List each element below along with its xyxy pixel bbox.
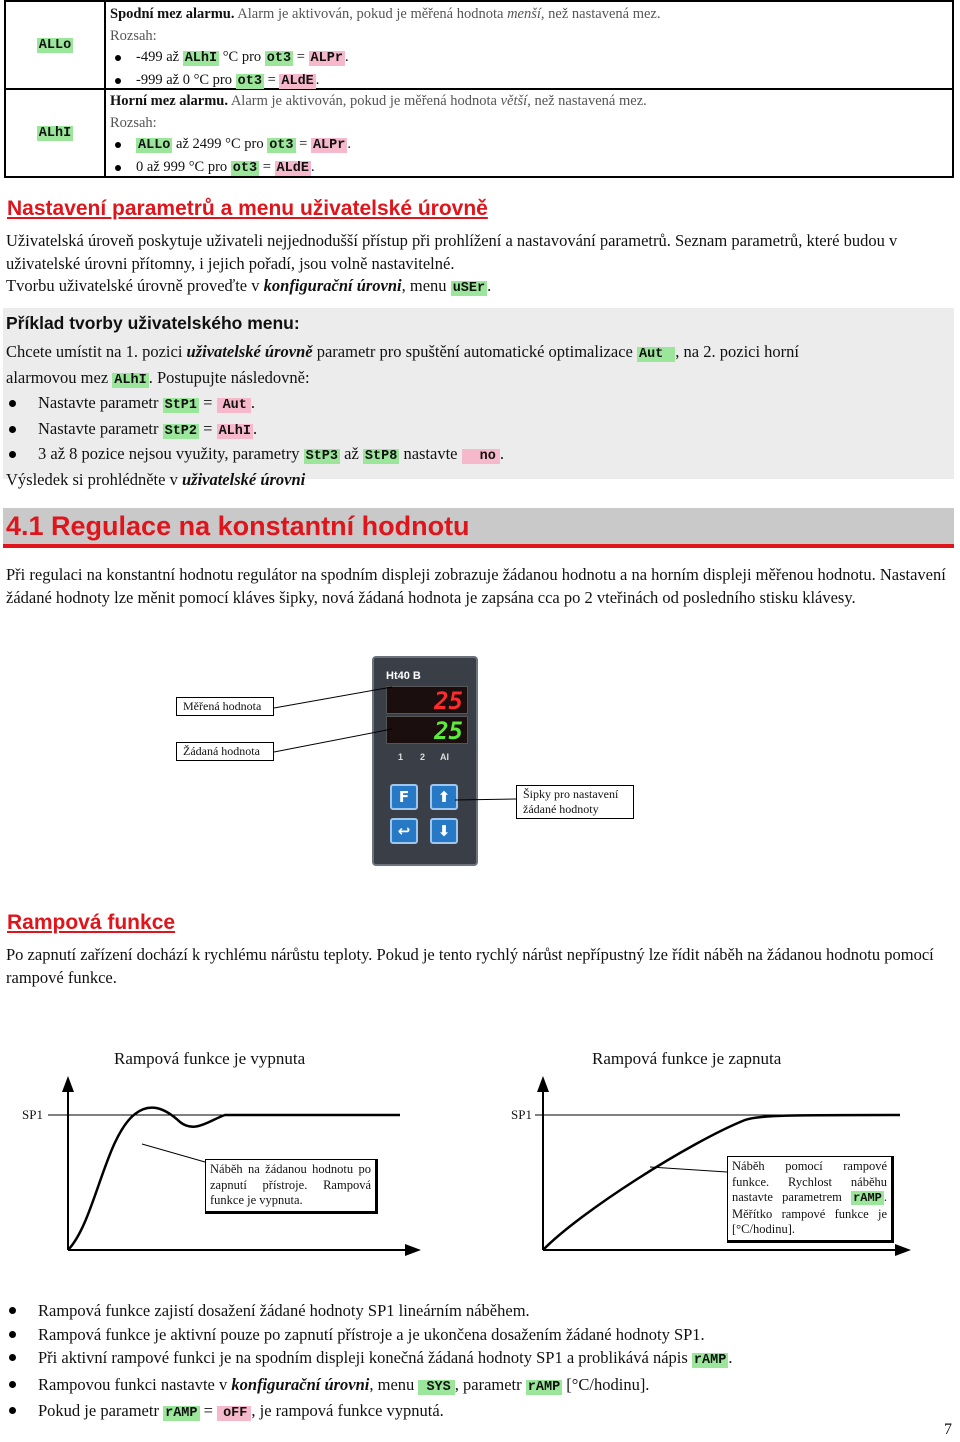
chart-right-sp1-label: SP1 (511, 1107, 532, 1122)
row-desc-pre: Alarm je aktivován, pokud je měřená hodnota (234, 6, 508, 22)
parameter-description (110, 91, 948, 179)
table-row (6, 90, 952, 176)
user-menu-heading: Nastavení parametrů a menu uživatelské úrovně (7, 197, 488, 220)
example-step: Nastavte parametr StP2 = ALhI . (6, 418, 946, 444)
bottom-display-value: 25 (434, 717, 463, 745)
example-step: 3 až 8 pozice nejsou využity, parametry StP3 až StP8 nastavte no . (6, 443, 946, 469)
row-desc-em: větší (500, 93, 528, 109)
user-menu-config-line: Tvorbu uživatelské úrovně proveďte v konfigurační úrovni, menu uSEr . (6, 276, 492, 296)
chart-left-title: Rampová funkce je vypnuta (114, 1049, 306, 1068)
chart-right-title: Rampová funkce je zapnuta (592, 1049, 782, 1068)
row-title: Horní mez alarmu. (110, 93, 228, 109)
indicator-ai: AI (440, 752, 449, 762)
table-row (6, 2, 952, 90)
range-item: ALLo až 2499 °C pro ot3 = ALPr . (110, 134, 948, 157)
range-label: Rozsah: (110, 27, 157, 44)
parameter-code: ALhI (38, 125, 72, 141)
callout-setpoint: Žádaná hodnota (176, 742, 274, 761)
list-item: Rampová funkce zajistí dosažení žádané hodnoty SP1 lineárním náběhem. (6, 1299, 950, 1323)
chart-right-note: Náběh pomocí rampové funkce. Rychlost náběhu nastavte parametrem rAMP . Měřítko rampové funkce je [°C/hodinu]. (727, 1156, 894, 1243)
chart-left-sp1-label: SP1 (22, 1107, 43, 1122)
range-item: -499 až ALhI °C pro ot3 = ALPr . (110, 47, 948, 70)
range-item: 0 až 999 °C pro ot3 = ALdE . (110, 157, 948, 180)
parameter-code-cell (6, 90, 106, 176)
section-heading: 4.1 Regulace na konstantní hodnotu (6, 511, 470, 541)
parameter-code: ALLo (38, 37, 72, 53)
example-step: Nastavte parametr StP1 = Aut . (6, 392, 946, 418)
callout-arrow-keys: Šipky pro nastavení žádané hodnoty (516, 785, 634, 819)
row-desc-post: , než nastavená mez. (527, 93, 647, 109)
callout-measured-value: Měřená hodnota (176, 697, 274, 716)
top-display-value: 25 (434, 687, 463, 715)
indicator-2: 2 (420, 752, 426, 762)
parameter-description (110, 4, 948, 92)
list-item: Rampová funkce je aktivní pouze po zapnutí přístroje a je ukončena dosažením žádané hodnoty SP1. (6, 1323, 950, 1347)
row-desc-em: menší (507, 6, 541, 22)
device-callout-lines (0, 640, 960, 870)
page-number: 7 (944, 1421, 952, 1438)
user-menu-paragraph (6, 230, 950, 301)
range-item: -999 až 0 °C pro ot3 = ALdE . (110, 70, 948, 93)
example-text: Chcete umístit na 1. pozici uživatelské úrovně parametr pro spuštění automatické optimalizace Aut , na 2. pozici horní alarmovou mez ALhI . Postupujte následovně: Nastavte parametr StP1 = Aut . Nastavte parametr StP2 = ALhI . 3 až 8 pozice nejsou využity, parametry StP3 až StP8 nastavte no . Výsledek si prohlédněte v uživatelské úrovni (6, 341, 946, 491)
chart-left-note: Náběh na žádanou hodnotu po zapnutí přístroje. Rampová funkce je vypnuta. (205, 1159, 378, 1214)
section-heading-bar (3, 508, 954, 548)
f-button-label: F (398, 788, 410, 806)
ramp-heading: Rampová funkce (7, 911, 176, 934)
menu-code: uSEr (452, 281, 486, 296)
arrow-up-icon: ⬆ (437, 788, 451, 806)
ramp-paragraph: Po zapnutí zařízení dochází k rychlému nárůstu teploty. Pokud je tento rychlý nárůst nepřípustný lze řídit náběh na žádanou hodnotu pomocí rampové funkce. (6, 945, 934, 987)
row-title: Spodní mez alarmu. (110, 6, 235, 22)
example-box (3, 308, 954, 489)
list-item: Pokud je parametr rAMP = oFF , je rampová funkce vypnutá. (6, 1399, 950, 1426)
device-model: Ht40 B (386, 670, 421, 682)
parameter-code-cell (6, 2, 106, 88)
enter-icon: ↩ (397, 822, 411, 840)
user-menu-text: Uživatelská úroveň poskytuje uživateli nejjednodušší přístup při prohlížení a nastavování parametrů. Seznam parametrů, které budou v uživatelské úrovni přítomny, i jejich pořadí, jsou volně nastavitelné. (6, 231, 898, 273)
list-item: Rampovou funkci nastavte v konfigurační úrovni, menu SYS , parametr rAMP [°C/hodinu]. (6, 1373, 950, 1400)
indicator-1: 1 (398, 752, 404, 762)
arrow-down-icon: ⬇ (437, 822, 451, 840)
range-label: Rozsah: (110, 114, 157, 131)
alarm-parameter-table (4, 0, 954, 178)
row-desc-post: , než nastavená mez. (540, 6, 661, 22)
row-desc-pre: Alarm je aktivován, pokud je měřená hodnota (228, 93, 501, 109)
example-heading: Příklad tvorby uživatelského menu: (6, 313, 300, 333)
ramp-bullet-list (6, 1299, 950, 1426)
section-41-paragraph: Při regulaci na konstantní hodnotu regulátor na spodním displeji zobrazuje žádanou hodnotu a na horním displeji měřenou hodnotu. Nastavení žádané hodnoty lze měnit pomocí kláves šipky, nová žádaná hodnota je zapsána cca po 2 vteřinách od posledního stisku klávesy. (6, 565, 946, 607)
list-item: Při aktivní rampové funkci je na spodním displeji konečná žádaná hodnoty SP1 a problikává nápis rAMP . (6, 1346, 950, 1373)
